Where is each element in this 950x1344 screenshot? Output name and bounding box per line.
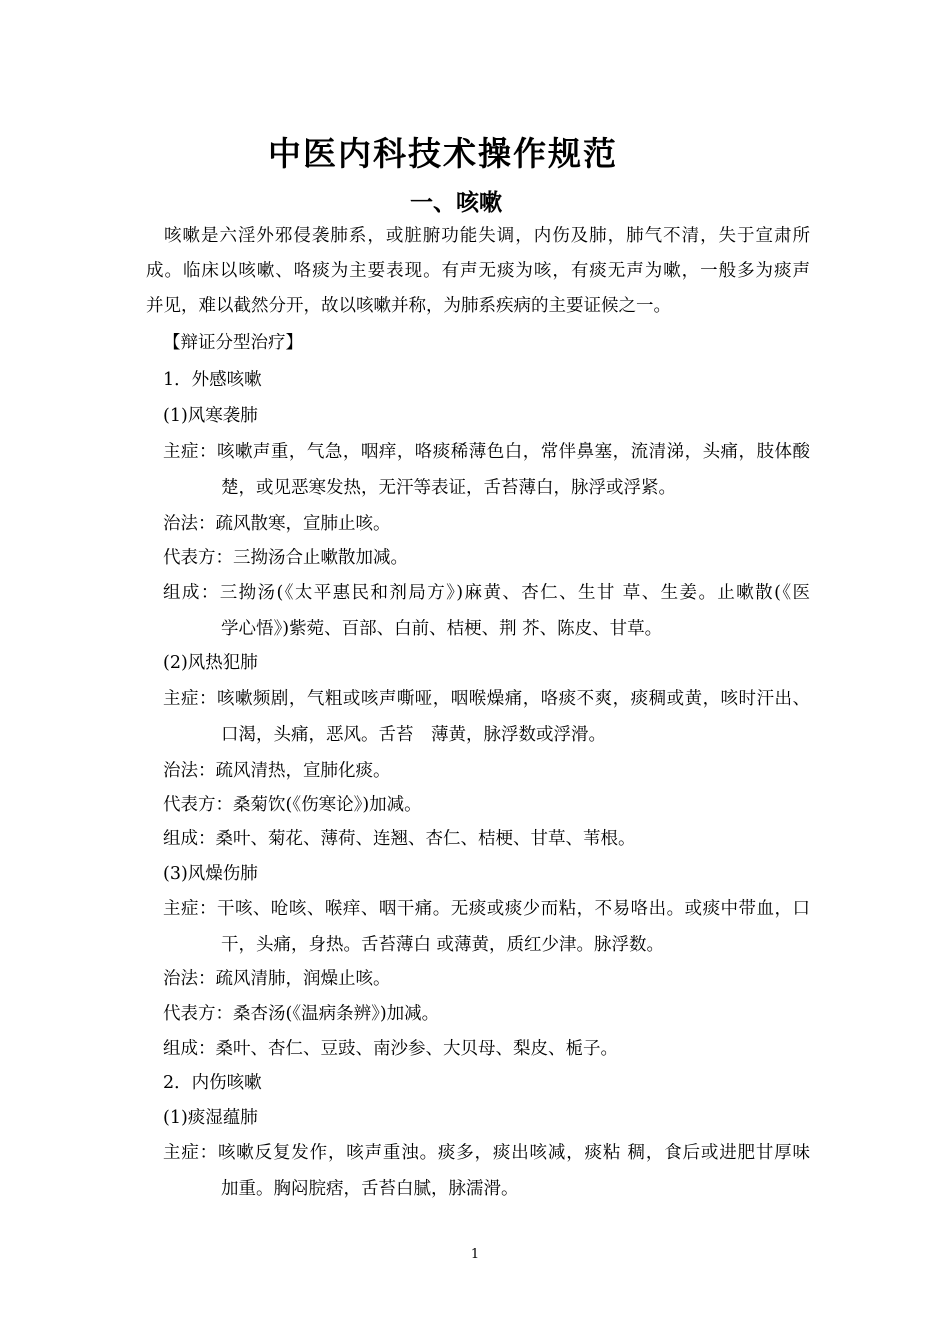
document-title: 中医内科技术操作规范 (268, 134, 618, 173)
composition-2: 组成：桑叶、菊花、薄荷、连翘、杏仁、桔梗、甘草、苇根。 (163, 829, 636, 849)
intro-line-2: 成。临床以咳嗽、咯痰为主要表现。有声无痰为咳，有痰无声为嗽，一般多为痰声 (146, 261, 810, 281)
pattern-title-3: (3)风燥伤肺 (163, 864, 258, 884)
symptoms-line-4b: 加重。胸闷脘痞，舌苔白腻，脉濡滑。 (221, 1179, 519, 1199)
page-number: 1 (470, 1247, 480, 1262)
symptoms-line-3b: 干，头痛，身热。舌苔薄白 或薄黄，质红少津。脉浮数。 (221, 935, 665, 955)
pattern-title-1: (1)风寒袭肺 (163, 406, 258, 426)
treatment-method-2: 治法：疏风清热，宣肺化痰。 (163, 761, 391, 781)
symptoms-line-1a: 主症：咳嗽声重，气急，咽痒，咯痰稀薄色白，常伴鼻塞，流清涕，头痛，肢体酸 (163, 442, 810, 462)
formula-1: 代表方：三拗汤合止嗽散加减。 (163, 548, 408, 568)
formula-3: 代表方：桑杏汤(《温病条辨》)加减。 (163, 1004, 440, 1024)
composition-line-1a: 组成：三拗汤(《太平惠民和剂局方》)麻黄、杏仁、生甘 草、生姜。止嗽散(《医 (163, 583, 810, 603)
composition-3: 组成：桑叶、杏仁、豆豉、南沙参、大贝母、梨皮、栀子。 (163, 1039, 618, 1059)
symptoms-line-2b: 口渴，头痛，恶风。舌苔 薄黄，脉浮数或浮滑。 (221, 725, 606, 745)
treatment-method-1: 治法：疏风散寒，宣肺止咳。 (163, 514, 391, 534)
subheading-internal: 2．内伤咳嗽 (163, 1073, 262, 1093)
intro-line-1: 咳嗽是六淫外邪侵袭肺系，或脏腑功能失调，内伤及肺，肺气不清，失于宣肃所 (164, 226, 810, 246)
treatment-method-3: 治法：疏风清肺，润燥止咳。 (163, 969, 391, 989)
subheading-exogenous: 1．外感咳嗽 (163, 370, 262, 390)
intro-line-3: 并见，难以截然分开，故以咳嗽并称，为肺系疾病的主要证候之一。 (146, 296, 671, 316)
section-title: 一、咳嗽 (410, 190, 502, 216)
pattern-title-2: (2)风热犯肺 (163, 653, 258, 673)
formula-2: 代表方：桑菊饮(《伤寒论》)加减。 (163, 795, 422, 815)
symptoms-line-3a: 主症：干咳、呛咳、喉痒、咽干痛。无痰或痰少而粘，不易咯出。或痰中带血，口 (163, 899, 810, 919)
composition-line-1b: 学心悟》)紫菀、百部、白前、桔梗、荆 芥、陈皮、甘草。 (221, 619, 663, 639)
symptoms-line-2a: 主症：咳嗽频剧，气粗或咳声嘶哑，咽喉燥痛，咯痰不爽，痰稠或黄，咳时汗出、 (163, 689, 810, 709)
symptoms-line-1b: 楚，或见恶寒发热，无汗等表证，舌苔薄白，脉浮或浮紧。 (221, 478, 676, 498)
pattern-title-4: (1)痰湿蕴肺 (163, 1108, 258, 1128)
symptoms-line-4a: 主症：咳嗽反复发作，咳声重浊。痰多，痰出咳减，痰粘 稠，食后或进肥甘厚味 (163, 1143, 810, 1163)
treatment-heading: 【辩证分型治疗】 (163, 333, 303, 353)
